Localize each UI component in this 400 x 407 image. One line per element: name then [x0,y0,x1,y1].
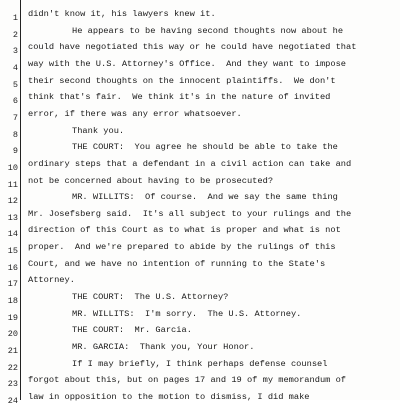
transcript-line [0,241,400,257]
line-text: THE COURT: You agree he should be able to take the [72,142,338,153]
line-number: 10 [7,162,18,173]
line-number: 8 [12,129,18,140]
line-number: 14 [7,229,18,240]
line-text: direction of this Court as to what is proper and what is not [28,225,341,236]
line-text: could have negotiated this way or he could have negotiated that [28,42,357,53]
line-text: MR. WILLITS: I'm sorry. The U.S. Attorney. [72,308,302,319]
line-number: 7 [12,112,18,123]
line-text: THE COURT: Mr. Garcia. [72,325,192,336]
line-text: didn't know it, his lawyers knew it. [28,9,216,19]
transcript-line [0,108,400,124]
line-text: Attorney. [28,275,75,286]
line-number: 11 [7,179,18,190]
line-text: If I may briefly, I think perhaps defense counsel [72,358,328,369]
transcript-line [0,208,400,224]
line-number: 19 [7,312,18,323]
line-text: MR. WILLITS: Of course. And we say the same thing [72,192,338,203]
line-text: He appears to be having second thoughts now about he [72,25,344,36]
transcript-line [0,41,400,57]
transcript-line [0,341,400,357]
line-text: proper. And we're prepared to abide by the rulings of this [28,242,336,253]
transcript-line [0,91,400,107]
line-number: 20 [7,329,18,340]
line-number: 1 [12,13,18,23]
transcript-line [0,391,400,407]
transcript-line [0,75,400,91]
transcript-line [0,158,400,174]
line-number: 16 [7,262,18,273]
transcript-line [0,308,400,324]
line-text: MR. GARCIA: Thank you, Your Honor. [72,342,255,352]
line-number: 22 [7,362,18,373]
line-number: 23 [7,379,18,390]
line-number: 15 [7,246,18,257]
line-number: 13 [7,212,18,223]
line-number: 24 [7,395,18,406]
line-text: their second thoughts on the innocent plaintiffs. We don't [28,75,336,86]
transcript-line [0,324,400,340]
transcript-line [0,358,400,374]
transcript-line [0,291,400,307]
line-number: 6 [12,96,18,107]
transcript-line [0,258,400,274]
transcript-line [0,175,400,191]
transcript-line [0,274,400,290]
line-number: 18 [7,296,18,306]
transcript-line [0,125,400,141]
line-text: Mr. Josefsberg said. It's all subject to your rulings and the [28,208,352,219]
transcript-line [0,58,400,74]
transcript-line [0,141,400,157]
line-text: Thank you. [72,125,125,136]
line-text: think that's fair. We think it's in the nature of invited [28,92,331,103]
line-number: 21 [7,346,18,356]
line-text: ordinary steps that a defendant in a civil action can take and [28,158,352,169]
line-number: 4 [12,62,18,73]
line-text: THE COURT: The U.S. Attorney? [72,292,229,302]
transcript-line [0,25,400,41]
transcript-line [0,224,400,240]
line-text: way with the U.S. Attorney's Office. And they want to impose [28,58,347,69]
line-text: error, if there was any error whatsoever. [28,108,242,119]
line-text: Court, and we have no intention of running to the State's [28,258,326,269]
transcript-line [0,8,400,24]
transcript-line [0,191,400,207]
line-number: 17 [7,279,18,290]
line-text: forgot about this, but on pages 17 and 19 of my memorandum of [28,375,347,386]
line-text: not be concerned about having to be prosecuted? [28,175,274,186]
line-number: 12 [7,196,18,207]
line-number: 2 [12,29,18,40]
line-text: law in opposition to the motion to dismiss, I did make [28,391,310,402]
line-number: 5 [12,79,18,90]
line-number: 3 [12,46,18,57]
transcript-line [0,374,400,390]
line-number: 9 [12,146,18,157]
